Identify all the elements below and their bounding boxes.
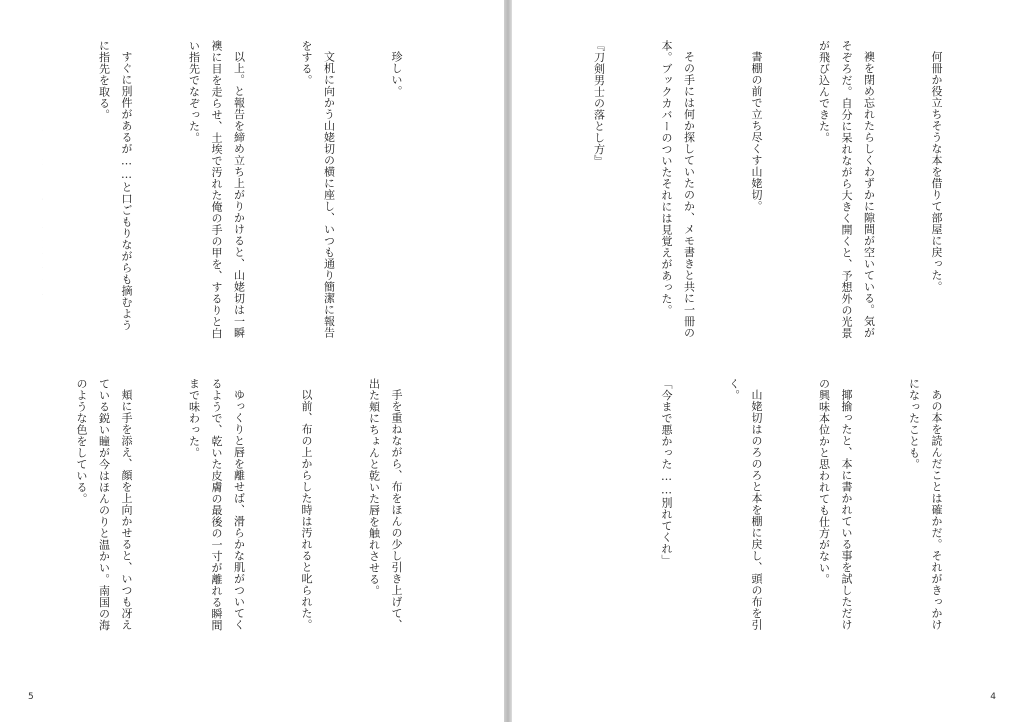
right-page [512, 0, 1024, 722]
paragraph: 以上。と報告を締め立ち上がりかけると、山姥切は一瞬襖に目を走らせ、土埃で汚れた俺の手の甲を、するりと白い指先でなぞった。 [187, 40, 246, 339]
paragraph [42, 40, 47, 340]
paragraph: すぐに別件があるが……と口ごもりながらも摘むように指先を取る。 [97, 40, 133, 331]
paragraph: 以前、布の上からした時は汚れると叱られた。 [300, 389, 313, 631]
paragraph: あの本を読んだことは確かだ。それがきっかけになったことも。 [907, 378, 943, 631]
paragraph: その手には何か探していたのか、メモ書きと共に一冊の本。ブックカバーのついたそれには見覚えがあった。 [660, 40, 696, 339]
paragraph: ゆっくりと唇を離せば、滑らかな肌がついてくるようで、乾いた皮膚の最後の一寸が離れる瞬間まで味わった。 [187, 378, 246, 631]
left-page [0, 0, 504, 722]
paragraph: 襖を閉め忘れたらしくわずかに隙間が空いている。気がそぞろだ。自分に呆れながら大きく開くと、予想外の光景が飛び込んできた。 [817, 40, 876, 339]
paragraph: 文机に向かう山姥切の横に座し、いつも通り簡潔に報告をする。 [300, 40, 336, 339]
page-number: 4 [990, 692, 996, 702]
paragraph: 手を重ねながら、布をほんの少し引き上げて、出た頬にちょんと乾いた唇を触れさせる。 [367, 378, 403, 631]
right-page-upper-text [580, 40, 992, 340]
paragraph: 「今まで悪かった……別れてくれ」 [660, 378, 673, 566]
paragraph: 『刀剣男士の落とし方』 [592, 40, 606, 167]
left-page-lower-text [42, 378, 452, 638]
paragraph [587, 378, 610, 638]
paragraph: 揶揄ったと、本に書かれている事を試しただけの興味本位かと思われても仕方がない。 [817, 378, 853, 631]
paragraph: 山姥切はのろのろと本を棚に戻し、頭の布を引く。 [727, 378, 763, 631]
paragraph: 何冊か役立ちそうな本を借りて部屋に戻った。 [930, 51, 943, 293]
paragraph: 頬に手を添え、顔を上向かせると、いつも冴えている鋭い瞳が今はほんのりと温かい。南国の海のような色をしている。 [75, 378, 133, 631]
book-gutter [504, 0, 512, 722]
page-number: 5 [28, 692, 34, 702]
paragraph: 珍しい。 [390, 51, 403, 97]
paragraph: 書棚の前で立ち尽くす山姥切。 [750, 51, 763, 212]
right-page-lower-text [580, 378, 992, 638]
left-page-upper-text [42, 40, 452, 340]
